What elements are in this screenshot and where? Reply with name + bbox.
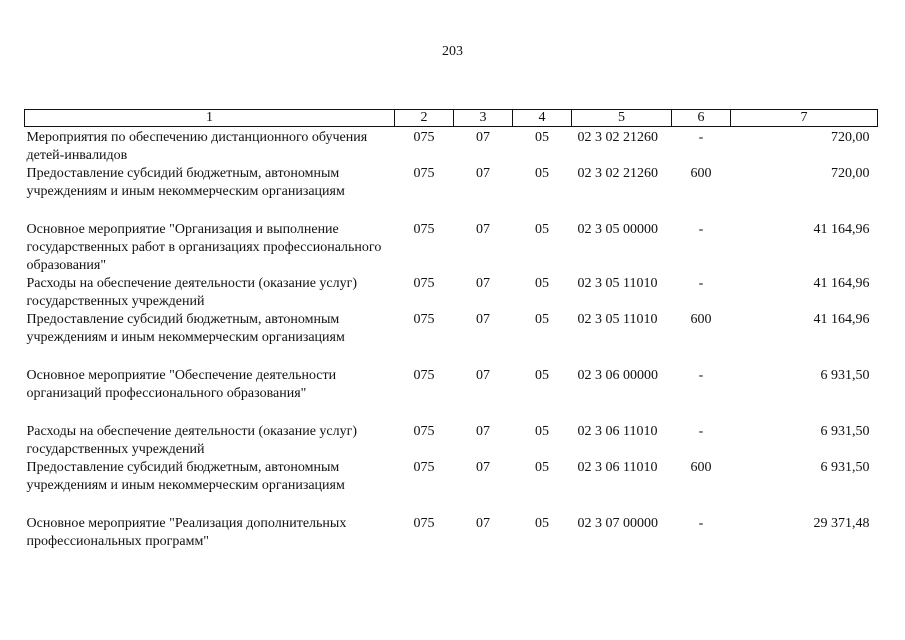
row-subsection: 05 [535, 460, 549, 475]
row-subsection: 05 [535, 368, 549, 383]
row-target-article: 02 3 05 00000 [577, 222, 658, 237]
row-target-article: 02 3 05 11010 [577, 312, 658, 327]
row-grbs: 075 [413, 516, 435, 531]
row-description: Расходы на обеспечение деятельности (оказание услуг) государственных учреждений [26, 276, 358, 309]
table-row [25, 311, 878, 347]
row-section: 07 [476, 312, 490, 327]
row-description: Предоставление субсидий бюджетным, автономным учреждениям и иным некоммерческим организациям [26, 312, 345, 345]
row-subsection: 05 [535, 312, 549, 327]
table-row [25, 275, 878, 311]
column-header-1: 1 [25, 110, 395, 127]
row-target-article: 02 3 06 00000 [577, 368, 658, 383]
column-header-7: 7 [731, 110, 878, 127]
row-subsection: 05 [535, 222, 549, 237]
row-amount: 41 164,96 [813, 312, 870, 327]
row-amount: 29 371,48 [813, 516, 870, 531]
row-grbs: 075 [413, 222, 435, 237]
row-section: 07 [476, 516, 490, 531]
table-row [25, 165, 878, 201]
row-target-article: 02 3 06 11010 [577, 424, 658, 439]
row-target-article: 02 3 07 00000 [577, 516, 658, 531]
table-row [25, 127, 878, 166]
row-target-article: 02 3 02 21260 [577, 166, 658, 181]
row-target-article: 02 3 06 11010 [577, 460, 658, 475]
page-number: 203 [442, 44, 463, 59]
table-header [25, 110, 878, 127]
row-expense-type: - [698, 424, 704, 439]
row-grbs: 075 [413, 424, 435, 439]
row-amount: 720,00 [831, 130, 870, 145]
row-section: 07 [476, 166, 490, 181]
row-expense-type: - [698, 368, 704, 383]
row-description: Основное мероприятие "Реализация дополнительных профессиональных программ" [26, 516, 347, 549]
table-body [25, 127, 878, 552]
row-amount: 6 931,50 [820, 460, 870, 475]
row-amount: 41 164,96 [813, 222, 870, 237]
row-section: 07 [476, 424, 490, 439]
table-row [25, 459, 878, 495]
row-expense-type: - [698, 516, 704, 531]
row-amount: 720,00 [831, 166, 870, 181]
row-expense-type: 600 [690, 312, 712, 327]
row-section: 07 [476, 130, 490, 145]
row-subsection: 05 [535, 516, 549, 531]
row-section: 07 [476, 222, 490, 237]
row-grbs: 075 [413, 368, 435, 383]
row-expense-type: - [698, 130, 704, 145]
row-description: Предоставление субсидий бюджетным, автономным учреждениям и иным некоммерческим организациям [26, 166, 345, 199]
row-target-article: 02 3 05 11010 [577, 276, 658, 291]
row-expense-type: 600 [690, 166, 712, 181]
row-subsection: 05 [535, 166, 549, 181]
row-description: Предоставление субсидий бюджетным, автономным учреждениям и иным некоммерческим организациям [26, 460, 345, 493]
table-row [25, 347, 878, 403]
row-subsection: 05 [535, 276, 549, 291]
row-expense-type: - [698, 222, 704, 237]
row-section: 07 [476, 368, 490, 383]
row-description: Мероприятия по обеспечению дистанционного обучения детей-инвалидов [26, 130, 368, 163]
row-amount: 6 931,50 [820, 368, 870, 383]
row-description: Основное мероприятие "Обеспечение деятельности организаций профессионального образования" [26, 368, 337, 401]
row-description: Расходы на обеспечение деятельности (оказание услуг) государственных учреждений [26, 424, 358, 457]
row-grbs: 075 [413, 460, 435, 475]
header-row [25, 110, 878, 127]
budget-table [24, 109, 878, 551]
column-header-4: 4 [513, 110, 572, 127]
row-section: 07 [476, 460, 490, 475]
row-amount: 6 931,50 [820, 424, 870, 439]
row-subsection: 05 [535, 424, 549, 439]
table-row [25, 495, 878, 551]
row-subsection: 05 [535, 130, 549, 145]
column-header-2: 2 [395, 110, 454, 127]
column-header-5: 5 [572, 110, 672, 127]
row-section: 07 [476, 276, 490, 291]
column-header-3: 3 [454, 110, 513, 127]
row-target-article: 02 3 02 21260 [577, 130, 658, 145]
row-expense-type: - [698, 276, 704, 291]
row-amount: 41 164,96 [813, 276, 870, 291]
row-expense-type: 600 [690, 460, 712, 475]
row-grbs: 075 [413, 130, 435, 145]
row-grbs: 075 [413, 166, 435, 181]
table-row [25, 201, 878, 275]
row-grbs: 075 [413, 276, 435, 291]
table-row [25, 403, 878, 459]
row-description: Основное мероприятие "Организация и выполнение государственных работ в организациях профессионального образования" [26, 222, 382, 273]
row-grbs: 075 [413, 312, 435, 327]
column-header-6: 6 [672, 110, 731, 127]
